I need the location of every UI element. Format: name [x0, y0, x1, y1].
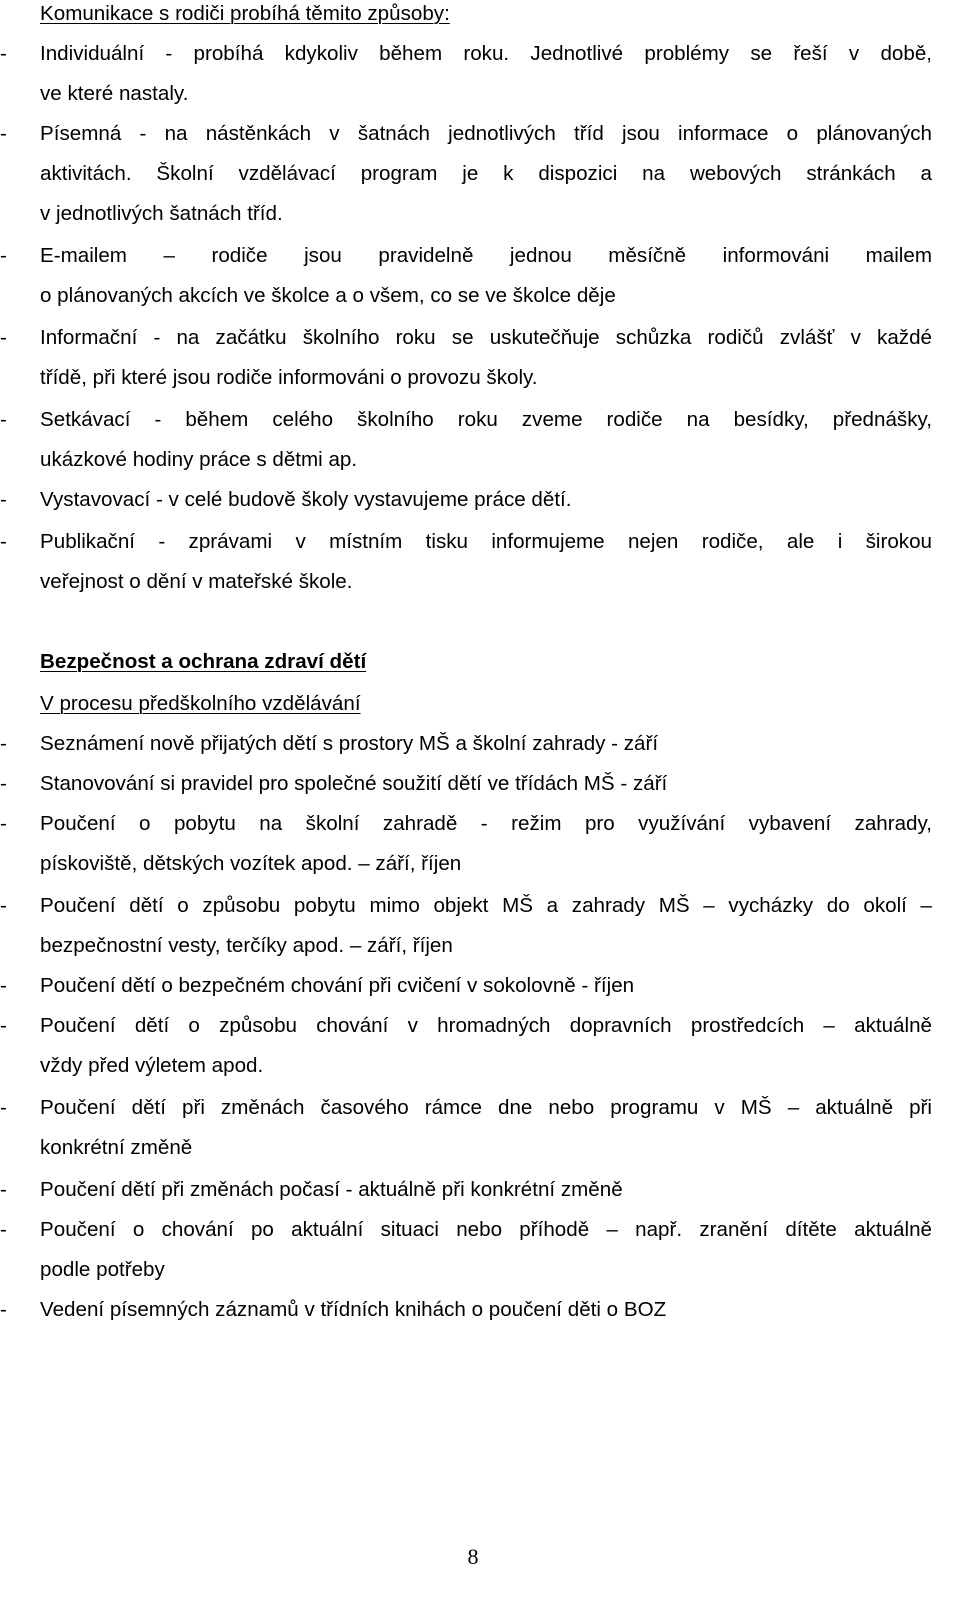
page-number: 8	[467, 1544, 479, 1569]
bullet-dash: -	[0, 530, 7, 553]
communication-item-written-line3: v jednotlivých šatnách tříd.	[40, 202, 283, 225]
communication-item-info-line2: třídě, při které jsou rodiče informováni o provozu školy.	[40, 366, 538, 389]
communication-item-email-line2: o plánovaných akcích ve školce a o všem, co se ve školce děje	[40, 284, 616, 307]
communication-item-info-line1: Informační - na začátku školního roku se uskutečňuje schůzka rodičů zvlášť v každé	[40, 326, 932, 349]
communication-item-exhibition: Vystavovací - v celé budově školy vystavujeme práce dětí.	[40, 488, 572, 511]
safety-item-gym: Poučení dětí o bezpečném chování při cvičení v sokolovně - říjen	[40, 974, 635, 997]
section-subheading-preschool: V procesu předškolního vzdělávání	[40, 692, 361, 715]
safety-item-records: Vedení písemných záznamů v třídních knihách o poučení děti o BOZ	[40, 1298, 667, 1321]
communication-item-individual-line2: ve které nastaly.	[40, 82, 189, 105]
communication-item-individual-line1: Individuální - probíhá kdykoliv během roku. Jednotlivé problémy se řeší v době,	[40, 42, 932, 65]
safety-item-introduction: Seznámení nově přijatých dětí s prostory MŠ a školní zahrady - září	[40, 732, 659, 755]
bullet-dash: -	[0, 122, 7, 145]
safety-item-incident-line2: podle potřeby	[40, 1258, 165, 1281]
communication-item-written-line2: aktivitách. Školní vzdělávací program je k dispozici na webových stránkách a	[40, 162, 932, 185]
communication-item-written-line1: Písemná - na nástěnkách v šatnách jednotlivých tříd jsou informace o plánovaných	[40, 122, 932, 145]
bullet-dash: -	[0, 1298, 7, 1321]
communication-item-publication-line2: veřejnost o dění v mateřské škole.	[40, 570, 353, 593]
bullet-dash: -	[0, 1218, 7, 1241]
bullet-dash: -	[0, 974, 7, 997]
bullet-dash: -	[0, 1014, 7, 1037]
safety-item-outings-line2: bezpečnostní vesty, terčíky apod. – září, říjen	[40, 934, 453, 957]
safety-item-weather: Poučení dětí při změnách počasí - aktuálně při konkrétní změně	[40, 1178, 623, 1201]
safety-item-schedule-line2: konkrétní změně	[40, 1136, 193, 1159]
bullet-dash: -	[0, 408, 7, 431]
communication-item-meeting-line2: ukázkové hodiny práce s dětmi ap.	[40, 448, 358, 471]
safety-item-incident-line1: Poučení o chování po aktuální situaci nebo příhodě – např. zranění dítěte aktuálně	[40, 1218, 932, 1241]
safety-item-outings-line1: Poučení dětí o způsobu pobytu mimo objekt MŠ a zahrady MŠ – vycházky do okolí –	[40, 894, 932, 917]
safety-item-garden-line2: pískoviště, dětských vozítek apod. – září, říjen	[40, 852, 462, 875]
communication-item-publication-line1: Publikační - zprávami v místním tisku informujeme nejen rodiče, ale i širokou	[40, 530, 932, 553]
bullet-dash: -	[0, 732, 7, 755]
bullet-dash: -	[0, 488, 7, 511]
bullet-dash: -	[0, 772, 7, 795]
safety-item-rules: Stanovování si pravidel pro společné soužití dětí ve třídách MŠ - září	[40, 772, 668, 795]
bullet-dash: -	[0, 1096, 7, 1119]
section-heading-communication: Komunikace s rodiči probíhá těmito způsoby:	[40, 2, 450, 25]
bullet-dash: -	[0, 894, 7, 917]
safety-item-garden-line1: Poučení o pobytu na školní zahradě - režim pro využívání vybavení zahrady,	[40, 812, 932, 835]
communication-item-email-line1: E-mailem – rodiče jsou pravidelně jednou měsíčně informováni mailem	[40, 244, 932, 267]
safety-item-transport-line1: Poučení dětí o způsobu chování v hromadných dopravních prostředcích – aktuálně	[40, 1014, 932, 1037]
safety-item-schedule-line1: Poučení dětí při změnách časového rámce dne nebo programu v MŠ – aktuálně při	[40, 1096, 932, 1119]
communication-item-meeting-line1: Setkávací - během celého školního roku zveme rodiče na besídky, přednášky,	[40, 408, 932, 431]
bullet-dash: -	[0, 1178, 7, 1201]
section-heading-safety: Bezpečnost a ochrana zdraví dětí	[40, 650, 367, 673]
bullet-dash: -	[0, 326, 7, 349]
bullet-dash: -	[0, 42, 7, 65]
safety-item-transport-line2: vždy před výletem apod.	[40, 1054, 264, 1077]
bullet-dash: -	[0, 244, 7, 267]
bullet-dash: -	[0, 812, 7, 835]
